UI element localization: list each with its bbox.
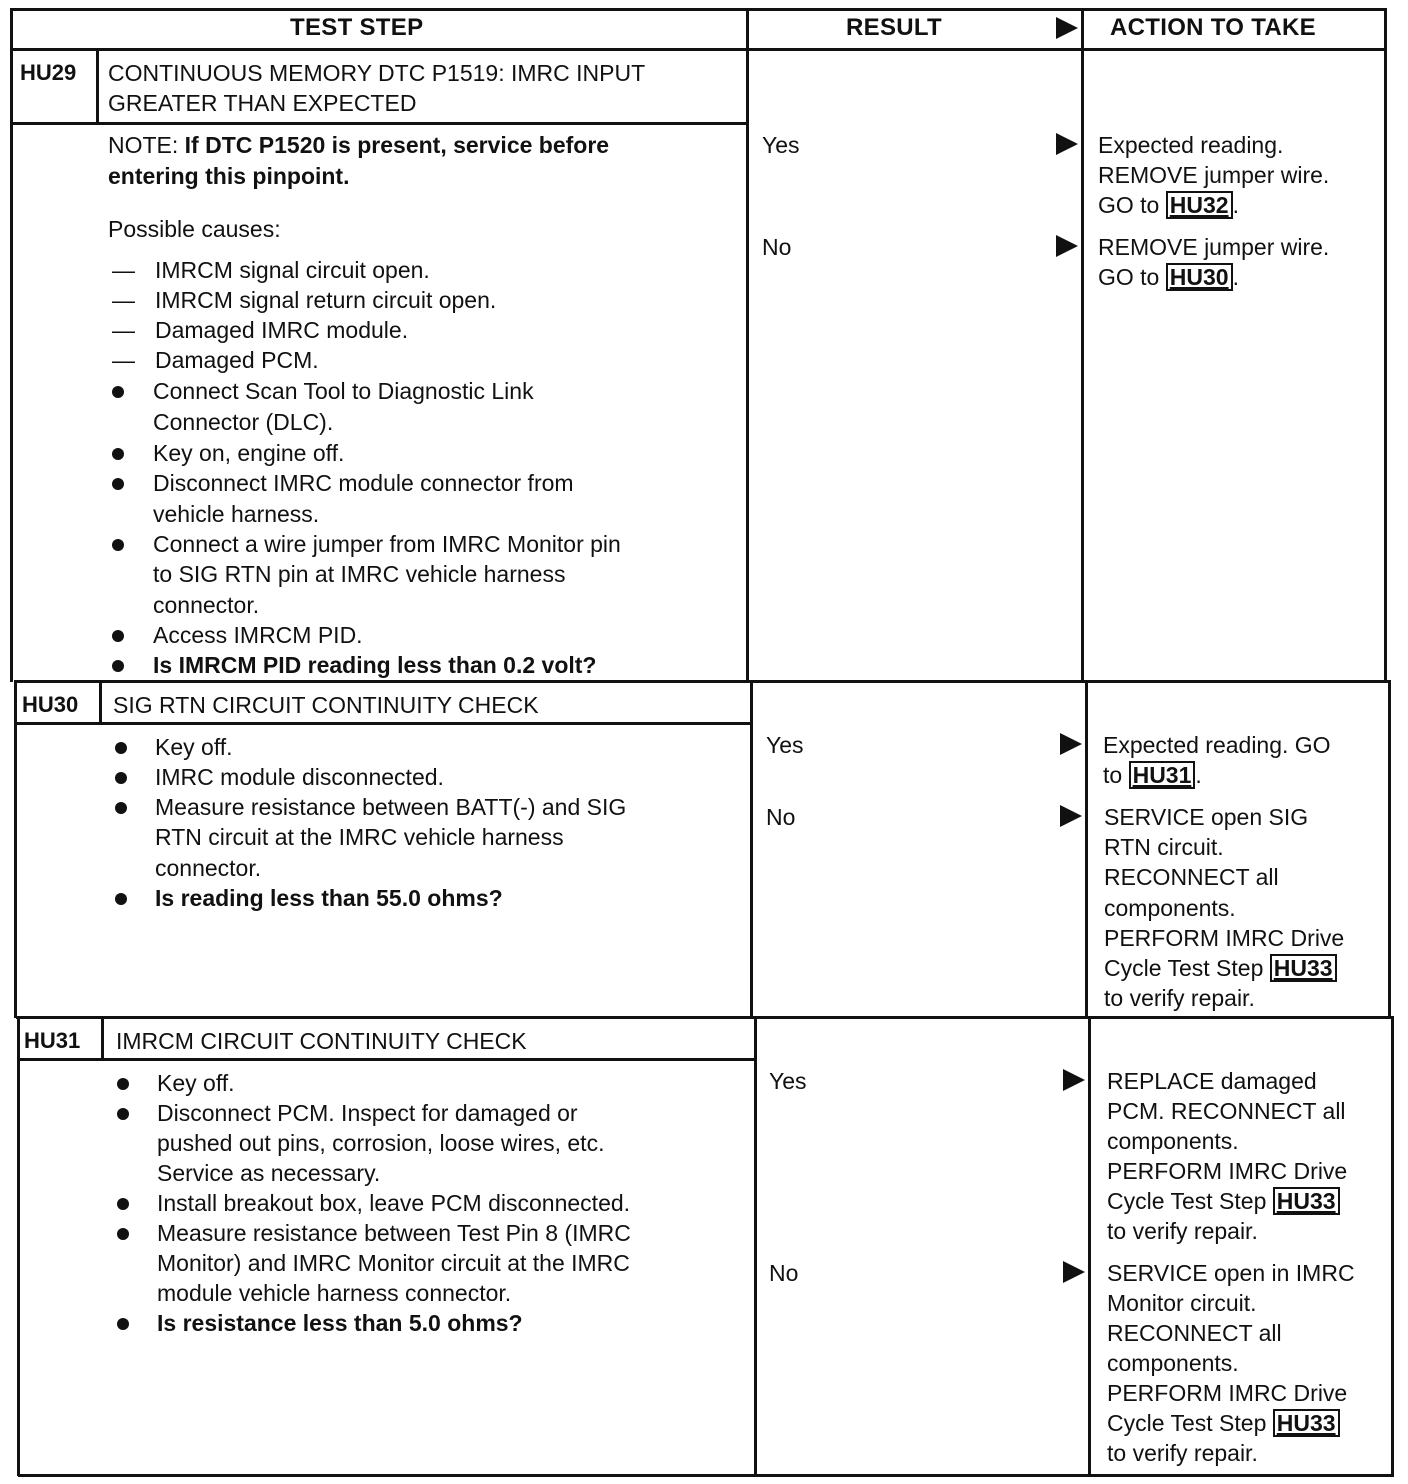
result-no: No	[769, 1260, 799, 1286]
result-arrow-icon	[1056, 235, 1078, 257]
bullet-icon	[115, 772, 127, 784]
table-bottom-border	[18, 1474, 1394, 1477]
bullet-item: Key off.	[157, 1070, 235, 1096]
cycle-prefix: Cycle Test Step	[1107, 1188, 1267, 1214]
bullet-item: Access IMRCM PID.	[153, 622, 363, 648]
bullet-item: connector.	[153, 592, 260, 618]
result-arrow-icon	[1063, 1261, 1085, 1283]
hu30-title-border	[16, 722, 752, 725]
action-line: to verify repair.	[1107, 1440, 1258, 1466]
cycle-ref-link[interactable]: HU33	[1273, 1187, 1340, 1215]
bullet-icon	[117, 1318, 129, 1330]
result-arrow-icon	[1056, 133, 1078, 155]
result-yes: Yes	[769, 1068, 807, 1094]
bullet-icon	[115, 802, 127, 814]
cycle-line	[1107, 1186, 1340, 1216]
hu31-id-divider	[101, 1018, 104, 1060]
bullet-item: Service as necessary.	[157, 1160, 381, 1186]
result-arrow-icon	[1060, 733, 1082, 755]
header-test-step: TEST STEP	[290, 14, 424, 41]
dash-bullet-icon: —	[112, 317, 135, 343]
bullet-icon	[117, 1198, 129, 1210]
cycle-line	[1104, 953, 1337, 983]
bullet-icon	[115, 893, 127, 905]
result-no: No	[762, 234, 792, 260]
goto-suffix: .	[1232, 264, 1239, 290]
goto-suffix: .	[1195, 762, 1202, 788]
step-title: IMRCM CIRCUIT CONTINUITY CHECK	[116, 1028, 527, 1054]
dash-bullet-icon: —	[112, 347, 135, 373]
cycle-line	[1107, 1408, 1340, 1438]
action-col-divider-3	[1088, 1016, 1091, 1476]
action-line: components.	[1107, 1350, 1239, 1376]
cycle-prefix: Cycle Test Step	[1104, 955, 1264, 981]
table-top-border	[10, 8, 1386, 11]
step-id: HU30	[22, 692, 79, 717]
action-line: PERFORM IMRC Drive	[1104, 925, 1345, 951]
result-yes: Yes	[762, 132, 800, 158]
action-line: SERVICE open SIG	[1104, 804, 1309, 830]
question: Is reading less than 55.0 ohms?	[155, 885, 503, 911]
bullet-item: to SIG RTN pin at IMRC vehicle harness	[153, 561, 566, 587]
bullet-item: pushed out pins, corrosion, loose wires, etc.	[157, 1130, 605, 1156]
bullet-icon	[115, 742, 127, 754]
action-line: Expected reading.	[1098, 132, 1284, 158]
bullet-item: Disconnect IMRC module connector from	[153, 470, 574, 496]
goto-line	[1098, 190, 1239, 220]
bullet-icon	[112, 448, 124, 460]
bullet-item: Disconnect PCM. Inspect for damaged or	[157, 1100, 578, 1126]
step-id: HU29	[20, 60, 77, 85]
action-line: to verify repair.	[1107, 1218, 1258, 1244]
action-col-divider-1	[1081, 8, 1084, 682]
header-action: ACTION TO TAKE	[1110, 14, 1316, 41]
goto-suffix: .	[1232, 192, 1239, 218]
possible-causes-label: Possible causes:	[108, 216, 281, 242]
goto-line	[1098, 262, 1239, 292]
hu29-id-divider	[96, 50, 99, 124]
note	[108, 130, 609, 160]
right-border-2	[1388, 680, 1391, 1018]
bullet-item: module vehicle harness connector.	[157, 1280, 512, 1306]
right-border-3	[1391, 1016, 1394, 1476]
cycle-prefix: Cycle Test Step	[1107, 1410, 1267, 1436]
bullet-icon	[117, 1078, 129, 1090]
cycle-ref-link[interactable]: HU33	[1273, 1409, 1340, 1437]
bullet-item: Connect Scan Tool to Diagnostic Link	[153, 378, 534, 404]
action-line: Expected reading. GO	[1103, 732, 1331, 758]
bullet-icon	[112, 539, 124, 551]
bullet-icon	[112, 660, 124, 672]
cause-item: IMRCM signal circuit open.	[155, 257, 430, 283]
bullet-item: Key off.	[155, 734, 233, 760]
action-line: REMOVE jumper wire.	[1098, 234, 1330, 260]
cause-item: Damaged PCM.	[155, 347, 319, 373]
goto-ref-link[interactable]: HU31	[1129, 761, 1196, 789]
step-col-divider-1	[746, 8, 749, 682]
step-title: SIG RTN CIRCUIT CONTINUITY CHECK	[113, 692, 539, 718]
question: Is IMRCM PID reading less than 0.2 volt?	[153, 652, 597, 678]
bullet-icon	[117, 1228, 129, 1240]
note-text: entering this pinpoint.	[108, 163, 350, 189]
cycle-ref-link[interactable]: HU33	[1270, 954, 1337, 982]
hu29-title-border	[10, 122, 748, 125]
result-arrow-icon	[1060, 805, 1082, 827]
action-line: SERVICE open in IMRC	[1107, 1260, 1355, 1286]
bullet-icon	[112, 630, 124, 642]
result-arrow-icon	[1063, 1069, 1085, 1091]
bullet-icon	[112, 386, 124, 398]
bullet-item: Measure resistance between Test Pin 8 (IMRC	[157, 1220, 631, 1246]
header-bottom-border	[10, 48, 1386, 51]
header-arrow-icon	[1056, 17, 1078, 39]
hu29-end-border	[14, 680, 1390, 683]
action-line: REPLACE damaged	[1107, 1068, 1317, 1094]
hu31-title-border	[18, 1058, 756, 1061]
step-title: GREATER THAN EXPECTED	[108, 90, 417, 116]
action-line: RTN circuit.	[1104, 834, 1224, 860]
goto-ref-link[interactable]: HU32	[1166, 191, 1233, 219]
action-line: components.	[1107, 1128, 1239, 1154]
left-border	[10, 8, 13, 682]
bullet-icon	[112, 478, 124, 490]
action-line: to verify repair.	[1104, 985, 1255, 1011]
left-border-2	[14, 680, 17, 1018]
action-line: Monitor circuit.	[1107, 1290, 1257, 1316]
hu30-id-divider	[99, 682, 102, 724]
bullet-item: Connector (DLC).	[153, 409, 334, 435]
bullet-icon	[117, 1108, 129, 1120]
action-line: PERFORM IMRC Drive	[1107, 1380, 1348, 1406]
goto-prefix: GO to	[1098, 192, 1160, 218]
cause-item: IMRCM signal return circuit open.	[155, 287, 497, 313]
right-border	[1384, 8, 1387, 682]
action-line: PERFORM IMRC Drive	[1107, 1158, 1348, 1184]
step-col-divider-2	[750, 680, 753, 1018]
dash-bullet-icon: —	[112, 287, 135, 313]
bullet-item: IMRC module disconnected.	[155, 764, 444, 790]
goto-line	[1103, 760, 1202, 790]
step-id: HU31	[24, 1028, 81, 1053]
action-line: REMOVE jumper wire.	[1098, 162, 1330, 188]
bullet-item: Measure resistance between BATT(-) and SIG	[155, 794, 627, 820]
action-line: components.	[1104, 895, 1236, 921]
note-text: If DTC P1520 is present, service before	[184, 132, 610, 158]
step-col-divider-3	[754, 1016, 757, 1476]
bullet-item: Install breakout box, leave PCM disconnected.	[157, 1190, 631, 1216]
action-line: RECONNECT all	[1107, 1320, 1282, 1346]
result-no: No	[766, 804, 796, 830]
cause-item: Damaged IMRC module.	[155, 317, 409, 343]
header-result: RESULT	[846, 14, 943, 41]
bullet-item: connector.	[155, 855, 262, 881]
action-line: PCM. RECONNECT all	[1107, 1098, 1346, 1124]
left-border-3	[17, 1016, 20, 1476]
goto-prefix: GO to	[1098, 264, 1160, 290]
step-title: CONTINUOUS MEMORY DTC P1519: IMRC INPUT	[108, 60, 646, 86]
bullet-item: Key on, engine off.	[153, 440, 345, 466]
dash-bullet-icon: —	[112, 257, 135, 283]
action-line: RECONNECT all	[1104, 864, 1279, 890]
bullet-item: Connect a wire jumper from IMRC Monitor pin	[153, 531, 621, 557]
action-col-divider-2	[1085, 680, 1088, 1018]
bullet-item: vehicle harness.	[153, 501, 320, 527]
question: Is resistance less than 5.0 ohms?	[157, 1310, 523, 1336]
bullet-item: RTN circuit at the IMRC vehicle harness	[155, 824, 564, 850]
goto-ref-link[interactable]: HU30	[1166, 263, 1233, 291]
goto-prefix: to	[1103, 762, 1123, 788]
hu30-end-border	[16, 1016, 1392, 1019]
result-yes: Yes	[766, 732, 804, 758]
bullet-item: Monitor) and IMRC Monitor circuit at the IMRC	[157, 1250, 630, 1276]
note-prefix: NOTE:	[108, 132, 185, 158]
